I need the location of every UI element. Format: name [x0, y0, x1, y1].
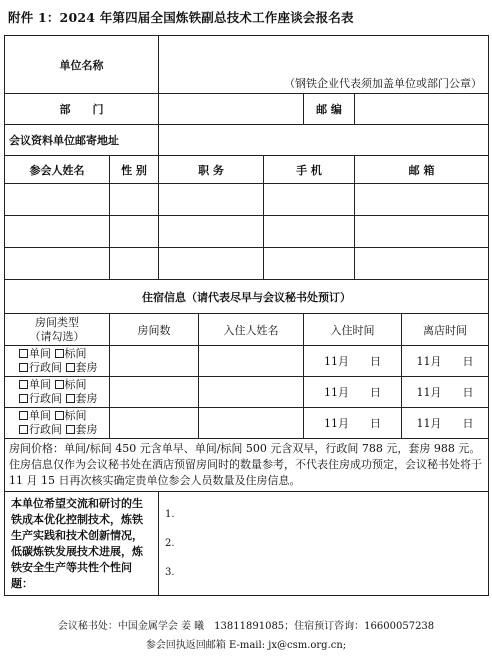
position-cell[interactable]	[159, 248, 264, 280]
price-row	[5, 439, 489, 492]
email-cell[interactable]	[355, 248, 489, 280]
standard-label: 标间	[64, 347, 87, 361]
standard-checkbox[interactable]	[55, 349, 64, 358]
accommodation-heading-row	[5, 280, 489, 314]
dept-row	[5, 94, 489, 125]
attendee-name-cell[interactable]	[5, 184, 110, 216]
room-type-options	[5, 346, 110, 377]
checkout-day: 日	[462, 355, 474, 368]
topic-item-1: 1.	[165, 509, 175, 521]
suite-checkbox[interactable]	[66, 363, 75, 372]
guest-name-cell[interactable]	[199, 377, 304, 408]
attendee-row	[5, 184, 489, 216]
executive-label: 行政间	[29, 361, 62, 374]
standard-checkbox[interactable]	[55, 380, 64, 389]
standard-label: 标间	[64, 378, 87, 392]
suite-label: 套房	[75, 423, 98, 436]
dept-field[interactable]	[159, 94, 304, 125]
room-type-header	[5, 314, 110, 346]
executive-label: 行政间	[29, 423, 62, 436]
checkin-day: 日	[369, 417, 381, 430]
secretariat-contact: 会议秘书处：中国金属学会 姜 曦 13811891085；住宿预订咨询：16600057238	[57, 621, 435, 632]
standard-checkbox[interactable]	[55, 411, 64, 420]
single-label: 单间	[29, 347, 51, 361]
checkin-month: 11月	[324, 386, 349, 399]
single-label: 单间	[29, 378, 51, 392]
room-type-hint: （请勾选）	[29, 329, 85, 343]
checkout-month: 11月	[416, 417, 442, 430]
mobile-cell[interactable]	[264, 216, 355, 248]
mobile-cell[interactable]	[264, 248, 355, 280]
executive-label: 行政间	[29, 392, 62, 405]
unit-seal-note[interactable]: （钢铁企业代表须加盖单位或部门公章）	[159, 36, 489, 94]
checkin-day: 日	[369, 355, 381, 368]
mail-address-field[interactable]	[159, 125, 489, 156]
suite-checkbox[interactable]	[66, 425, 75, 434]
room-count-cell[interactable]	[110, 377, 199, 408]
guest-name-cell[interactable]	[199, 346, 304, 377]
dept-label: 部 门	[5, 94, 159, 125]
checkout-cell[interactable]	[402, 377, 489, 408]
suite-label: 套房	[75, 361, 98, 374]
unit-row	[5, 36, 489, 94]
checkin-day: 日	[369, 386, 381, 399]
accommodation-heading: 住宿信息（请代表尽早与会议秘书处预订）	[5, 280, 489, 314]
room-row	[5, 408, 489, 439]
email-cell[interactable]	[355, 184, 489, 216]
attendee-name-cell[interactable]	[5, 216, 110, 248]
executive-checkbox[interactable]	[19, 394, 28, 403]
gender-cell[interactable]	[110, 248, 159, 280]
room-type-options	[5, 377, 110, 408]
position-cell[interactable]	[159, 184, 264, 216]
single-label: 单间	[29, 409, 51, 423]
checkout-cell[interactable]	[402, 346, 489, 377]
form-title: 附件 1：2024 年第四届全国炼铁副总技术工作座谈会报名表	[8, 10, 354, 25]
unit-label: 单位名称	[5, 36, 159, 94]
checkout-month: 11月	[416, 355, 442, 368]
executive-checkbox[interactable]	[19, 363, 28, 372]
gender-cell[interactable]	[110, 184, 159, 216]
room-price-note: 房间价格：单间/标间 450 元含单早、单间/标间 500 元含双早，行政间 788 元，套房 988 元。住房信息仅作为会议秘书处在酒店预留房间时的数量参考，不代表住房成功预定，会议秘书处将于 11 月 15 日再次核实确定贵单位参会人员数量及住房信息。	[5, 439, 489, 492]
checkin-month: 11月	[324, 355, 349, 368]
checkin-cell[interactable]	[304, 408, 402, 439]
mobile-cell[interactable]	[264, 184, 355, 216]
single-checkbox[interactable]	[19, 380, 28, 389]
question-row	[5, 491, 489, 596]
discussion-topics-field[interactable]	[159, 491, 489, 596]
executive-checkbox[interactable]	[19, 425, 28, 434]
checkout-day: 日	[462, 386, 474, 399]
email-cell[interactable]	[355, 216, 489, 248]
mail-address-label: 会议资料单位邮寄地址	[5, 125, 159, 156]
checkin-cell[interactable]	[304, 346, 402, 377]
attendee-row	[5, 216, 489, 248]
room-row	[5, 346, 489, 377]
attendee-name-cell[interactable]	[5, 248, 110, 280]
mobile-header: 手 机	[264, 156, 355, 184]
email-header: 邮 箱	[355, 156, 489, 184]
room-count-header: 房间数	[110, 314, 199, 346]
suite-checkbox[interactable]	[66, 394, 75, 403]
suite-label: 套房	[75, 392, 98, 405]
checkout-header: 离店时间	[402, 314, 489, 346]
discussion-topics-prompt: 本单位希望交流和研讨的生铁成本优化控制技术，炼铁生产实践和技术创新情况，低碳炼铁发展技术进展，炼铁安全生产等共性个性问题：	[5, 491, 159, 596]
topic-item-3: 3.	[165, 567, 175, 579]
standard-label: 标间	[64, 409, 87, 423]
attendee-header-row	[5, 156, 489, 184]
room-type-options	[5, 408, 110, 439]
registration-form-table	[4, 35, 489, 596]
topic-item-2: 2.	[165, 538, 175, 550]
guest-name-header: 入住人姓名	[199, 314, 304, 346]
gender-cell[interactable]	[110, 216, 159, 248]
mail-address-row	[5, 125, 489, 156]
postcode-label: 邮 编	[304, 94, 355, 125]
checkout-cell[interactable]	[402, 408, 489, 439]
checkout-month: 11月	[416, 386, 442, 399]
single-checkbox[interactable]	[19, 411, 28, 420]
attendee-name-header: 参会人姓名	[5, 156, 110, 184]
room-count-cell[interactable]	[110, 346, 199, 377]
single-checkbox[interactable]	[19, 349, 28, 358]
checkout-day: 日	[462, 417, 474, 430]
return-email: 参会回执返回邮箱 E-mail: jx@csm.org.cn;	[145, 640, 347, 651]
checkin-month: 11月	[324, 417, 349, 430]
position-cell[interactable]	[159, 216, 264, 248]
attendee-row	[5, 248, 489, 280]
checkin-header: 入住时间	[304, 314, 402, 346]
room-count-cell[interactable]	[110, 408, 199, 439]
position-header: 职 务	[159, 156, 264, 184]
checkin-cell[interactable]	[304, 377, 402, 408]
postcode-field[interactable]	[355, 94, 489, 125]
accommodation-header-row	[5, 314, 489, 346]
guest-name-cell[interactable]	[199, 408, 304, 439]
room-row	[5, 377, 489, 408]
gender-header: 性 别	[110, 156, 159, 184]
room-type-label: 房间类型	[35, 315, 79, 329]
